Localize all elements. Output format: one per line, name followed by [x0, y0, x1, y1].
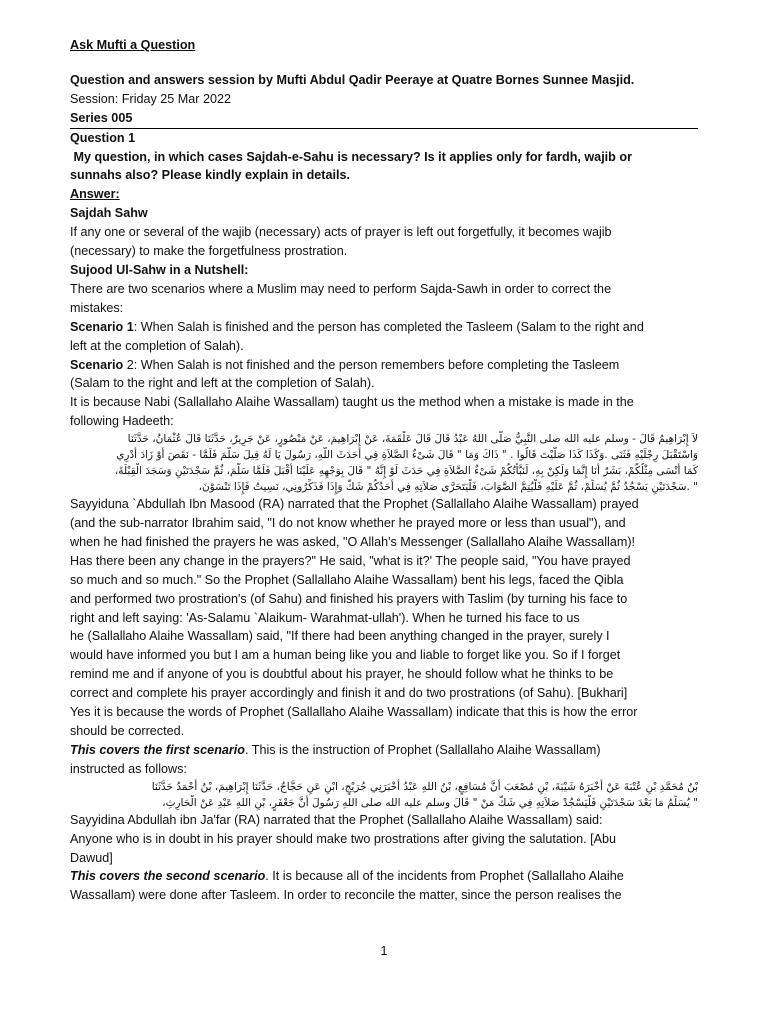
- scenario-1-line: [70, 318, 698, 337]
- narration-line: so much and so much." So the Prophet (Sallallaho Alaihe Wassallam) bent his legs, faced the Qibla: [70, 572, 624, 587]
- paragraph-line: following Hadeeth:: [70, 414, 174, 429]
- narration-line: correct and complete his prayer accordingly and finish it and do two prostrations (of Sahu). [Bukhari]: [70, 686, 628, 701]
- scenario-1-cont: left at the completion of Salah).: [70, 338, 244, 353]
- narration-line: and performed two prostration's (of Sahu) and finished his prayers with Taslim (by turning his face to: [70, 591, 628, 606]
- narration-line: Sayyiduna `Abdullah Ibn Masood (RA) narrated that the Prophet (Sallallaho Alaihe Wassallam) prayed: [70, 497, 639, 512]
- question-line: sunnahs also? Please kindly explain in details.: [70, 168, 350, 183]
- scenario-2-text: 2: When Salah is not finished and the person remembers before completing the Tasleem: [123, 357, 620, 372]
- arabic-hadith-line: " يُسَلِّمُ مَا بَعْدَ سَجْدَتَيْنِ فَلْيَسْجُدْ صَلاَتِهِ فِي شَكَّ مَنْ " قَالَ وسلم عليه الله صلى اللهِ رَسُولَ أَنَّ جَعْفَرٍ، بْنِ اللهِ عَبْدِ عَنْ الْحَارِثِ،: [162, 796, 698, 809]
- narration-line: Has there been any change in the prayers?" He said, "what is it?' The people said, "You have prayed: [70, 553, 631, 568]
- first-scenario-text: . This is the instruction of Prophet (Sallallaho Alaihe Wassallam): [244, 742, 601, 757]
- second-scenario-text: . It is because all of the incidents from Prophet (Sallallaho Alaihe: [265, 869, 624, 884]
- second-scenario-cont: Wassallam) were done after Tasleem. In order to reconcile the matter, since the person realises the: [70, 888, 622, 903]
- narration-line: Sayyidina Abdullah ibn Ja'far (RA) narrated that the Prophet (Sallallaho Alaihe Wassallam) said:: [70, 812, 603, 827]
- session-heading: Question and answers session by Mufti Abdul Qadir Peeraye at Quatre Bornes Sunnee Masjid.: [70, 72, 635, 87]
- paragraph-line: mistakes:: [70, 300, 124, 315]
- page-number: 1: [380, 944, 388, 958]
- paragraph-line: There are two scenarios where a Muslim may need to perform Sajda-Sawh in order to correct the: [70, 281, 612, 296]
- narration-line: (and the sub-narrator Ibrahim said, "I do not know whether he prayed more or less than usual"), and: [70, 516, 626, 531]
- page-title: Ask Mufti a Question: [70, 38, 196, 52]
- question-label: Question 1: [70, 130, 136, 145]
- arabic-hadith-line: بْنُ مُحَمَّدِ بْنِ عُتْبَةَ عَنْ أَخْبَرَهُ شَيْبَةَ، بْنِ مُصْعَبَ أَنَّ مُسَافِعٍ، بْنُ اللهِ عَبْدُ أَخْبَرَنِي جُرَيْجٍ، ابْنِ عَنِ حَجَّاجٌ، حَدَّثَنَا إِبْرَاهِيمَ، بْنُ أَحْمَدُ حَدَّثَنَا: [151, 780, 698, 793]
- answer-label: Answer:: [70, 187, 120, 202]
- first-scenario-line: [70, 741, 698, 760]
- arabic-hadith-line: لاَ إِبْرَاهِيمُ قَالَ - وسلم عليه الله صلى النَّبِيُّ صَلَّى اللهُ عَبْدُ قَالَ قَالَ عَلْقَمَةَ، عَنْ إِبْرَاهِيمَ، عَنْ مَنْصُورٍ، عَنْ جَرِيرٌ، حَدَّثَنَا قَالَ عُثْمَانُ، حَدَّثَنَا: [127, 433, 698, 446]
- first-scenario-cont: instructed as follows:: [70, 761, 187, 776]
- narration-line: would have informed you but I am a human being like you and liable to forget like you. So if I forget: [70, 648, 621, 663]
- section-heading-nutshell: Sujood Ul-Sahw in a Nutshell:: [70, 262, 249, 277]
- arabic-hadith-line: " .سَجْدَتَيْنِ يَسْجُدُ ثُمَّ يُسَلِّمْ، ثُمَّ عَلَيْهِ فَلْيُتِمَّ الصَّوَابَ، فَلْيَتَحَرَّى صَلاَتِهِ فِي أَحَدُكُمْ شَكَّ وَإِذَا فَذَكِّرُونِي، نَسِيتُ فَإِذَا تَنْسَوْنَ،: [198, 481, 698, 494]
- scenario-1-text: : When Salah is finished and the person has completed the Tasleem (Salam to the right and: [133, 319, 644, 334]
- narration-line: Yes it is because the words of Prophet (Sallallaho Alaihe Wassallam) indicate that this is how the error: [70, 705, 638, 720]
- scenario-1-label: Scenario 1: [70, 319, 134, 334]
- session-date: Session: Friday 25 Mar 2022: [70, 91, 232, 106]
- section-heading-sajdah-sahw: Sajdah Sahw: [70, 206, 148, 221]
- paragraph-line: (necessary) to make the forgetfulness prostration.: [70, 244, 348, 259]
- question-line: My question, in which cases Sajdah-e-Sahu is necessary? Is it applies only for fardh, wajib or: [70, 149, 632, 164]
- scenario-2-label: Scenario: [70, 357, 124, 372]
- scenario-2-cont: (Salam to the right and left at the completion of Salah).: [70, 376, 375, 391]
- scenario-2-line: [70, 356, 698, 375]
- document-page: [70, 36, 698, 905]
- narration-line: Dawud]: [70, 850, 113, 865]
- arabic-hadith-line: وَاسْتَقْبَلَ رِجْلَيْهِ فَثَنَى .وَكَذَا كَذَا صَلَّيْتَ قَالُوا . " ذَاكَ وَمَا " قَالَ شَىْءٌ الصَّلاَةِ فِي أَحَدَثَ اللَّهِ، رَسُولَ يَا لَهُ قِيلَ سَلَّمَ فَلَمَّا - نَقَصَ أَوْ زَادَ أَدْرِي: [116, 449, 698, 462]
- narration-line: when he had finished the prayers he was asked, "O Allah's Messenger (Sallallaho Alaihe Wassallam)!: [70, 534, 636, 549]
- narration-line: Anyone who is in doubt in his prayer should make two prostrations after giving the salutation. [Abu: [70, 831, 617, 846]
- narration-line: remind me and if anyone of you is doubtful about his prayer, he should follow what he thinks to be: [70, 667, 614, 682]
- paragraph-line: It is because Nabi (Sallallaho Alaihe Wassallam) taught us the method when a mistake is made in the: [70, 395, 634, 410]
- spacer: [70, 55, 698, 71]
- second-scenario-emphasis: This covers the second scenario: [70, 869, 266, 884]
- second-scenario-line: [70, 867, 698, 886]
- narration-line: right and left saying: 'As-Salamu `Alaikum- Warahmat-ullah'). When he turned his face to us: [70, 610, 580, 625]
- arabic-hadith-line: كَمَا أَنْسَى مِثْلُكُمْ، بَشَرٌ أَنَا إِنَّمَا وَلَكِنْ بِهِ، لَنَبَّأْتُكُمْ شَىْءٌ الصَّلاَةِ فِي حَدَثَ لَوْ إِنَّهُ " قَالَ بِوَجْهِهِ عَلَيْنَا أَقْبَلَ فَلَمَّا سَلَّمَ، ثُمَّ سَجْدَتَيْنِ وَسَجَدَ الْقِبْلَةَ،: [114, 465, 698, 478]
- first-scenario-emphasis: This covers the first scenario: [70, 742, 245, 757]
- paragraph-line: If any one or several of the wajib (necessary) acts of prayer is left out forgetfully, it becomes wajib: [70, 225, 612, 240]
- series-label: Series 005: [70, 109, 698, 129]
- narration-line: he (Sallallaho Alaihe Wassallam) said, "If there had been anything changed in the prayer, surely I: [70, 629, 610, 644]
- narration-line: should be corrected.: [70, 724, 185, 738]
